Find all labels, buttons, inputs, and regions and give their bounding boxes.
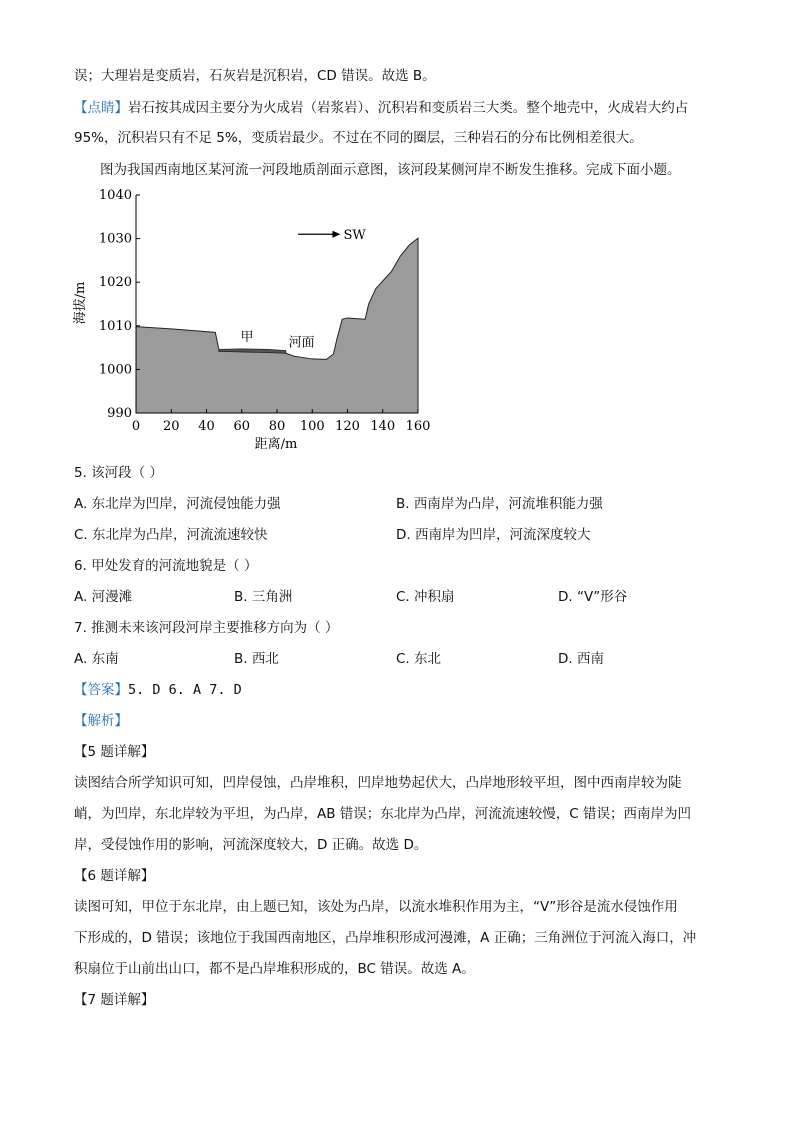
question-stem: 图为我国西南地区某河流一河段地质剖面示意图，该河段某侧河岸不断发生推移。完成下面小题。 xyxy=(100,162,681,178)
x-tick-label: 60 xyxy=(233,419,251,434)
x-tick-label: 160 xyxy=(405,419,431,434)
q5-option-a[interactable]: A. 东北岸为凹岸，河流侵蚀能力强 xyxy=(74,496,281,512)
geologic-profile-figure xyxy=(70,185,430,450)
direction-arrow-icon xyxy=(332,231,340,238)
direction-label: SW xyxy=(343,228,366,244)
q7-option-b[interactable]: B. 西北 xyxy=(234,651,279,667)
terrain-profile xyxy=(136,238,418,413)
detail-7-tag: 【7 题详解】 xyxy=(74,992,155,1008)
q5-option-b[interactable]: B. 西南岸为凸岸，河流堆积能力强 xyxy=(396,496,603,512)
detail-6-line-3: 积扇位于山前出山口，都不是凸岸堆积形成的，BC 错误。故选 A。 xyxy=(74,961,475,977)
q7-option-a[interactable]: A. 东南 xyxy=(74,651,119,667)
q6-option-b[interactable]: B. 三角洲 xyxy=(234,589,293,605)
figure-plot xyxy=(99,188,431,434)
intro-line: 误；大理岩是变质岩，石灰岩是沉积岩，CD 错误。故选 B。 xyxy=(74,68,436,84)
q6-option-a[interactable]: A. 河漫滩 xyxy=(74,589,133,605)
q6-stem: 6. 甲处发育的河流地貌是（ ） xyxy=(74,558,258,574)
note-tag: 【点睛】 xyxy=(74,100,128,116)
x-tick-label: 0 xyxy=(131,419,141,434)
analysis-tag: 【解析】 xyxy=(74,713,128,729)
q5-stem: 5. 该河段（ ） xyxy=(74,465,163,481)
y-tick-label: 1010 xyxy=(98,318,132,334)
y-tick-label: 1020 xyxy=(98,275,132,291)
y-tick-label: 990 xyxy=(107,406,132,421)
x-tick-label: 80 xyxy=(268,419,286,434)
answer-text: 5. D 6. A 7. D xyxy=(128,682,242,698)
note-text: 岩石按其成因主要分为火成岩（岩浆岩）、沉积岩和变质岩三大类。整个地壳中，火成岩大约占 xyxy=(128,100,689,116)
y-axis-label: 海拔/m xyxy=(73,281,88,325)
x-tick-label: 20 xyxy=(162,419,180,434)
q7-stem: 7. 推测未来该河段河岸主要推移方向为（ ） xyxy=(74,620,339,636)
detail-5-tag: 【5 题详解】 xyxy=(74,744,155,760)
x-axis-label: 距离/m xyxy=(254,437,298,452)
note-line-2: 95%，沉积岩只有不足 5%，变质岩最少。不过在不同的圈层，三种岩石的分布比例相差很大。 xyxy=(74,130,643,146)
y-tick-label: 1040 xyxy=(98,188,132,203)
q7-option-c[interactable]: C. 东北 xyxy=(396,651,442,667)
q7-option-d[interactable]: D. 西南 xyxy=(558,651,604,667)
detail-6-line-2: 下形成的，D 错误；该地位于我国西南地区，凸岸堆积形成河漫滩，A 正确；三角洲位于河流入海口，冲 xyxy=(74,930,697,946)
x-tick-label: 40 xyxy=(198,419,215,434)
detail-5-line-1: 读图结合所学知识可知，凹岸侵蚀，凸岸堆积，凹岸地势起伏大，凸岸地形较平坦，图中西南岸较为陡 xyxy=(74,775,682,791)
detail-5-line-3: 岸，受侵蚀作用的影响，河流深度较大，D 正确。故选 D。 xyxy=(74,837,428,853)
answer-line xyxy=(74,680,242,700)
label-jia: 甲 xyxy=(240,330,254,346)
q6-option-d[interactable]: D. “V”形谷 xyxy=(558,589,628,605)
detail-6-tag: 【6 题详解】 xyxy=(74,868,155,884)
q5-option-c[interactable]: C. 东北岸为凸岸，河流流速较快 xyxy=(74,527,268,543)
label-river-surface: 河面 xyxy=(288,335,315,351)
note-paragraph xyxy=(74,98,688,118)
detail-5-line-2: 峭，为凹岸，东北岸较为平坦，为凸岸，AB 错误；东北岸为凸岸，河流流速较慢，C 错误；西南岸为凹 xyxy=(74,806,692,822)
y-tick-label: 1000 xyxy=(98,362,132,378)
y-tick-label: 1030 xyxy=(98,231,132,247)
answer-tag: 【答案】 xyxy=(74,682,128,698)
x-tick-label: 100 xyxy=(299,419,325,434)
q5-option-d[interactable]: D. 西南岸为凹岸，河流深度较大 xyxy=(396,527,591,543)
x-tick-label: 140 xyxy=(370,419,396,434)
x-tick-label: 120 xyxy=(335,419,360,434)
detail-6-line-1: 读图可知，甲位于东北岸，由上题已知，该处为凸岸，以流水堆积作用为主，“V”形谷是流水侵蚀作用 xyxy=(74,899,678,915)
q6-option-c[interactable]: C. 冲积扇 xyxy=(396,589,455,605)
